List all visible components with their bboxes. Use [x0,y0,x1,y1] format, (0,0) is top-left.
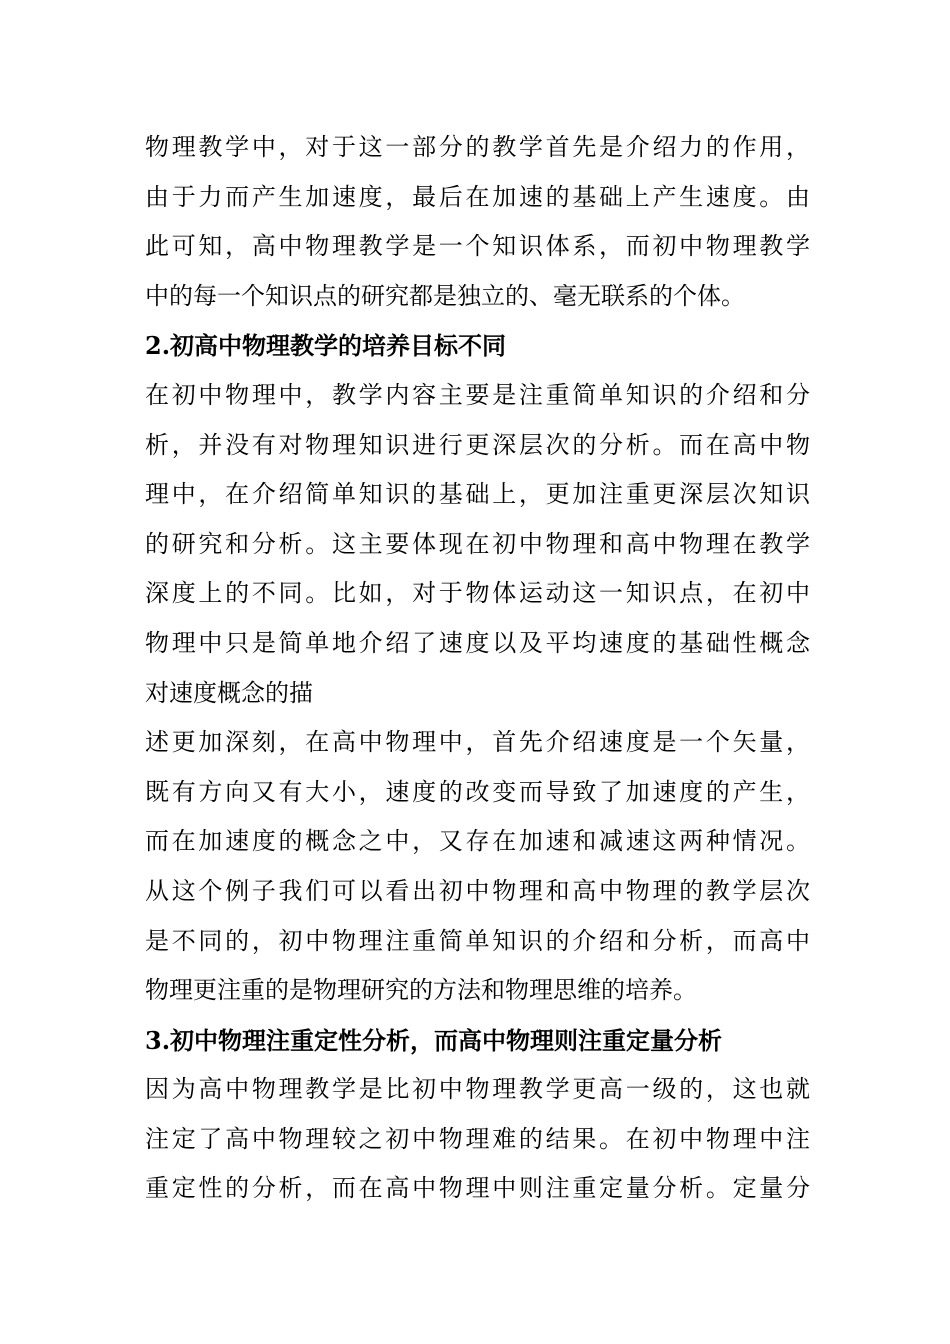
paragraph-line: 在初中物理中，教学内容主要是注重简单知识的介绍和分 [145,380,810,409]
paragraph-line: 从这个例子我们可以看出初中物理和高中物理的教学层次 [145,876,810,905]
paragraph-line: 析，并没有对物理知识进行更深层次的分析。而在高中物 [145,430,810,459]
section-heading-3: 3.初中物理注重定性分析，而高中物理则注重定量分析 [145,1025,723,1055]
paragraph-line: 而在加速度的概念之中，又存在加速和减速这两种情况。 [145,827,810,856]
paragraph-line: 物理更注重的是物理研究的方法和物理思维的培养。 [145,976,697,1005]
paragraph-line: 理中，在介绍简单知识的基础上，更加注重更深层次知识 [145,480,810,509]
paragraph-line: 述更加深刻，在高中物理中，首先介绍速度是一个矢量， [145,728,810,757]
paragraph-line: 注定了高中物理较之初中物理难的结果。在初中物理中注 [145,1124,810,1153]
paragraph-line: 此可知，高中物理教学是一个知识体系，而初中物理教学 [145,232,810,261]
paragraph-line: 重定性的分析，而在高中物理中则注重定量分析。定量分 [145,1174,810,1203]
section-heading-2: 2.初高中物理教学的培养目标不同 [145,331,507,361]
paragraph-line: 是不同的，初中物理注重简单知识的介绍和分析，而高中 [145,926,810,955]
paragraph-line: 深度上的不同。比如，对于物体运动这一知识点，在初中 [145,579,810,608]
paragraph-line: 物理中只是简单地介绍了速度以及平均速度的基础性概念 [145,628,810,657]
paragraph-line: 中的每一个知识点的研究都是独立的、毫无联系的个体。 [145,281,745,310]
paragraph-line: 对速度概念的描 [145,678,313,707]
paragraph-line: 的研究和分析。这主要体现在初中物理和高中物理在教学 [145,529,810,558]
document-body [145,123,810,1214]
paragraph-line: 由于力而产生加速度，最后在加速的基础上产生速度。由 [145,182,810,211]
paragraph-line: 既有方向又有大小，速度的改变而导致了加速度的产生， [145,777,810,806]
paragraph-line: 物理教学中，对于这一部分的教学首先是介绍力的作用， [145,133,810,161]
paragraph-line: 因为高中物理教学是比初中物理教学更高一级的，这也就 [145,1075,810,1104]
